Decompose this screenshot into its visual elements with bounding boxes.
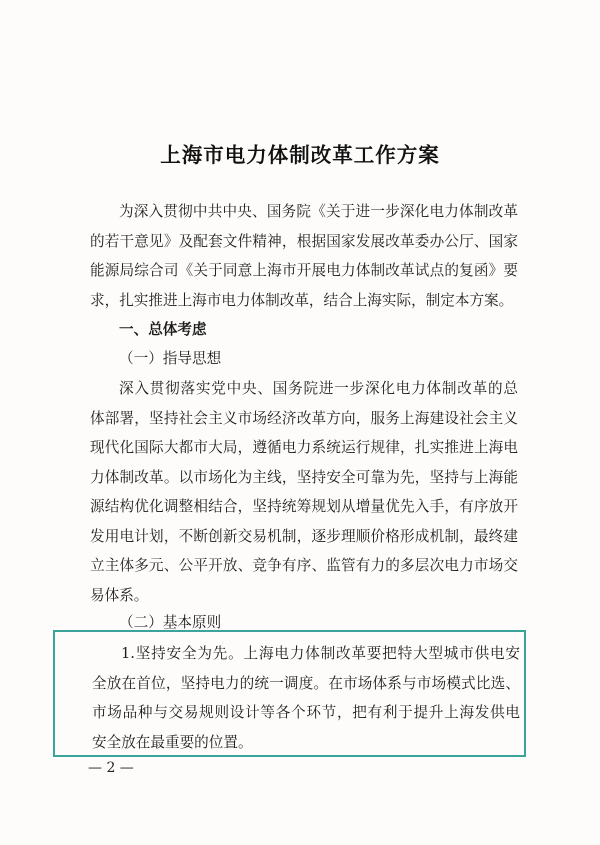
text-line: 全放在首位，坚持电力的统一调度。在市场体系与市场模式比选、 [92, 674, 520, 692]
principle-paragraph [92, 639, 520, 757]
guiding-paragraph [90, 374, 518, 610]
text-line: 的若干意见》及配套文件精神，根据国家发展改革委办公厅、国家 [90, 232, 518, 250]
text-line: 1.坚持安全为先。上海电力体制改革要把特大型城市供电安 [121, 645, 520, 662]
text-line: 源结构优化调整相结合，坚持统筹规划从增量优先入手，有序放开 [90, 498, 518, 515]
intro-paragraph [90, 197, 518, 315]
section-heading: 一、总体考虑 [119, 321, 207, 338]
document-title: 上海市电力体制改革工作方案 [160, 143, 440, 167]
text-line: 为深入贯彻中共中央、国务院《关于进一步深化电力体制改革 [119, 203, 518, 220]
text-line: 市场品种与交易规则设计等各个环节，把有利于提升上海发供电 [92, 704, 520, 721]
text-line: 深入贯彻落实党中央、国务院进一步深化电力体制改革的总 [119, 380, 518, 397]
text-line: 发用电计划，不断创新交易机制，逐步理顺价格形成机制，最终建 [90, 527, 518, 545]
subsection-heading: （二）基本原则 [119, 614, 222, 631]
subsection-heading: （一）指导思想 [119, 350, 222, 367]
text-line: 力体制改革。以市场化为主线，坚持安全可靠为先，坚持与上海能 [90, 468, 518, 486]
text-line: 求，扎实推进上海市电力体制改革，结合上海实际，制定本方案。 [90, 291, 514, 309]
text-line: 易体系。 [90, 586, 149, 604]
text-line: 安全放在最重要的位置。 [92, 733, 253, 751]
text-line: 立主体多元、公平开放、竞争有序、监管有力的多层次电力市场交 [90, 557, 518, 574]
text-line: 体部署，坚持社会主义市场经济改革方向，服务上海建设社会主义 [90, 409, 518, 427]
text-line: 现代化国际大都市大局，遵循电力系统运行规律，扎实推进上海电 [90, 439, 518, 456]
page-number: — 2 — [88, 760, 134, 776]
text-line: 能源局综合司《关于同意上海市开展电力体制改革试点的复函》要 [90, 262, 518, 279]
